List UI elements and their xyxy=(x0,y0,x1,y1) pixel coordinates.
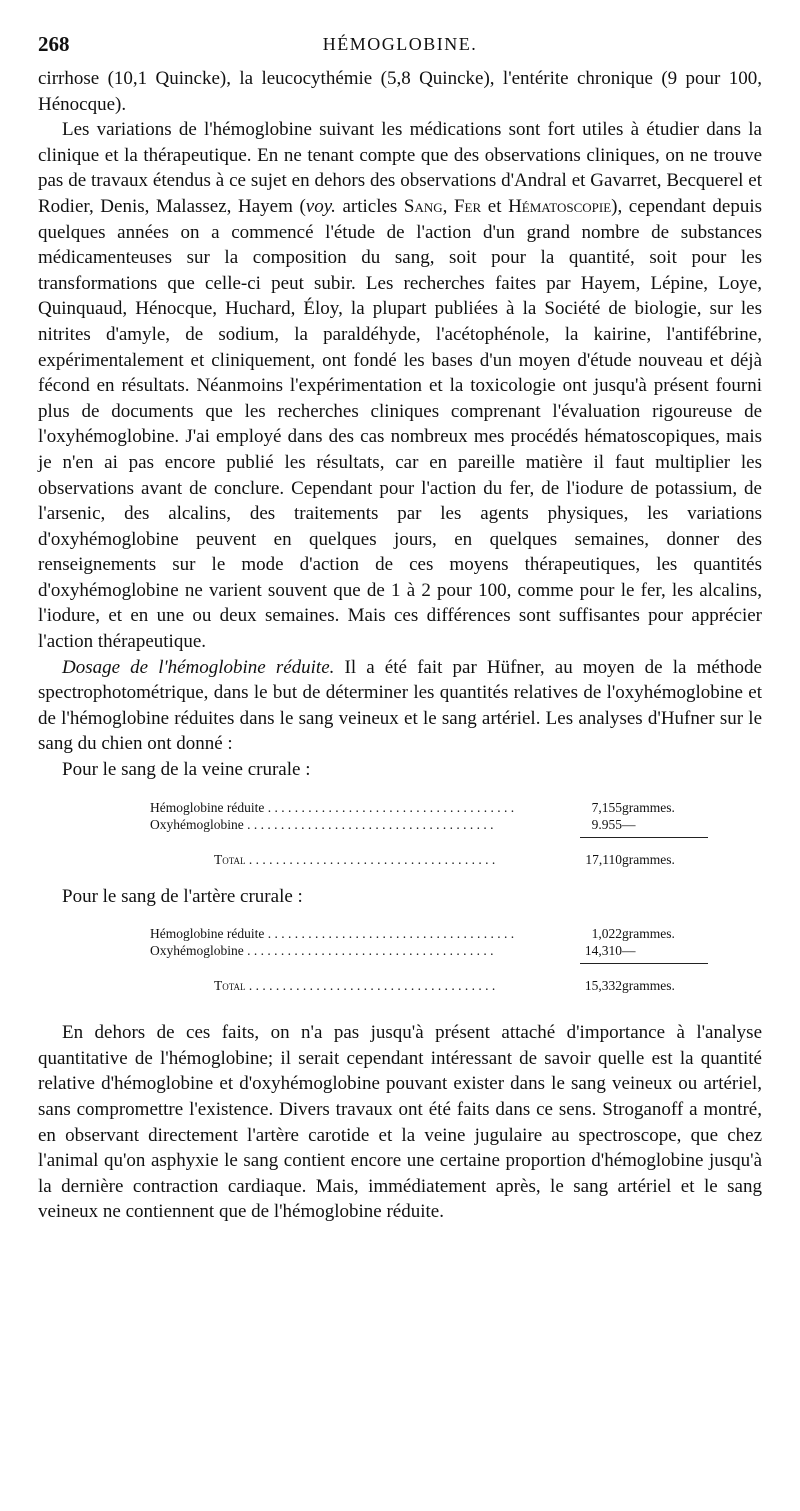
row-label: Oxyhémoglobine . . . xyxy=(150,816,580,833)
vein-intro: Pour le sang de la veine crurale : xyxy=(62,759,311,781)
total-unit: grammes. xyxy=(622,978,675,994)
row-unit: — xyxy=(622,943,636,959)
total-label: Total . . . xyxy=(150,841,580,868)
table-row xyxy=(150,942,722,959)
row-label: Hémoglobine réduite . . . xyxy=(150,799,580,816)
table-row xyxy=(150,816,722,833)
total-rule xyxy=(580,833,722,841)
row-label: Hémoglobine réduite . . . xyxy=(150,925,580,942)
table-row xyxy=(150,925,722,942)
running-title: HÉMOGLOBINE. xyxy=(322,34,478,54)
vein-table xyxy=(150,799,722,868)
table-total-row xyxy=(150,841,722,868)
artery-intro: Pour le sang de l'artère crurale : xyxy=(62,885,303,907)
page-number: 268 xyxy=(38,32,70,56)
row-value: 14,310 xyxy=(584,943,622,959)
article-hematoscopie: Hématoscopie xyxy=(508,195,612,217)
row-unit: grammes. xyxy=(622,926,675,942)
row-unit: — xyxy=(622,816,636,832)
row-label: Oxyhémoglobine . . . xyxy=(150,942,580,959)
page-header xyxy=(38,32,762,62)
row-unit: grammes. xyxy=(622,799,675,815)
page-body xyxy=(38,66,762,1225)
total-value: 15,332 xyxy=(584,978,622,994)
row-value: 9.955 xyxy=(591,816,622,832)
table-total-row xyxy=(150,967,722,994)
total-unit: grammes. xyxy=(622,851,675,867)
row-value: 7,155 xyxy=(591,799,622,815)
paragraph-conclusion: En dehors de ces faits, on n'a pas jusqu'à présent attaché d'importance à l'analyse quantitative de l'hémoglobine; il serait cependant intéressant de savoir quelle est la quantité relative d'hémoglobine et d'oxyhémoglobine pouvant exister dans le sang veineux ou artériel, sans compromettre l'existence. Divers travaux ont été faits dans ce sens. Stroganoff a montré, en observant directement l'artère carotide et la veine jugulaire au spectroscope, que chez l'animal qu'on asphyxie le sang contient encore une certaine proportion d'hémoglobine jusqu'à la dernière contraction cardiaque. Mais, immédiatement après, le sang artériel et le sang veineux ne contiennent que de l'hémoglobine réduite. xyxy=(38,1022,762,1223)
row-value: 1,022 xyxy=(591,926,622,942)
paragraph-continuation: cirrhose (10,1 Quincke), la leucocythémie (5,8 Quincke), l'entérite chronique (9 pour 100, Hénocque). xyxy=(38,68,762,115)
paragraph-dosage: Dosage de l'hémoglobine réduite. Il a été fait par Hüfner, au moyen de la méthode spectrophotométrique, dans le but de déterminer les quantités relatives de l'oxyhémoglobine et de l'hémoglobine réduites dans le sang veineux et le sang artériel. Les analyses d'Hufner sur le sang du chien ont donné : xyxy=(38,656,762,755)
total-value: 17,110 xyxy=(585,851,622,867)
voy-italic: voy. xyxy=(305,195,336,217)
article-sang: Sang xyxy=(403,195,443,217)
artery-table xyxy=(150,925,722,994)
article-fer: Fer xyxy=(453,195,482,217)
total-label: Total . . . xyxy=(150,967,580,994)
total-rule xyxy=(580,959,722,967)
section-title-dosage: Dosage de l'hémoglobine réduite. xyxy=(62,656,335,678)
paragraph-medications: Les variations de l'hémoglobine suivant les médications sont fort utiles à étudier dans la clinique et la thérapeutique. En ne tenant compte que des observations cliniques, on ne trouve pas de travaux étendus à ce sujet en dehors des observations d'Andral et Gavarret, Becquerel et Rodier, Denis, Malassez, Hayem (voy. articles Sang, Fer et Hématoscopie), cependant depuis quelques années on a commencé l'étude de l'action d'un grand nombre de substances médicamenteuses sur la composition du sang, soit pour la quantité, soit pour les transformations que celle-ci peut subir. Les recherches faites par Hayem, Lépine, Loye, Quinquaud, Hénocque, Huchard, Éloy, la plupart publiées à la Société de biologie, sur les nitrites d'amyle, de sodium, la paraldéhyde, l'acétophénole, la kairine, l'antifébrine, expérimentalement et cliniquement, ont fondé les bases d'un moyen d'étude nouveau et déjà fécond en résultats. Néanmoins l'expérimentation et la toxicologie ont jusqu'à présent fourni plus de documents que les recherches cliniques comprenant l'évaluation rigoureuse de l'oxyhémoglobine. J'ai employé dans des cas nombreux mes procédés hématoscopiques, mais je n'en ai pas encore publié les résultats, car en pareille matière il faut multiplier les observations avant de conclure. Cependant pour l'action du fer, de l'iodure de potassium, de l'arsenic, des alcalins, des traitements par les agents physiques, les variations d'oxyhémoglobine peuvent en quelques jours, en quelques semaines, donner des renseignements sur le mode d'action de ces moyens thérapeutiques, les quantités d'oxyhémoglobine ne varient souvent que de 1 à 2 pour 100, comme pour le fer, les alcalins, l'iodure, et en une ou deux semaines. Mais ces différences sont suffisantes pour apprécier l'action thérapeutique. xyxy=(38,119,763,653)
table-row xyxy=(150,799,722,816)
